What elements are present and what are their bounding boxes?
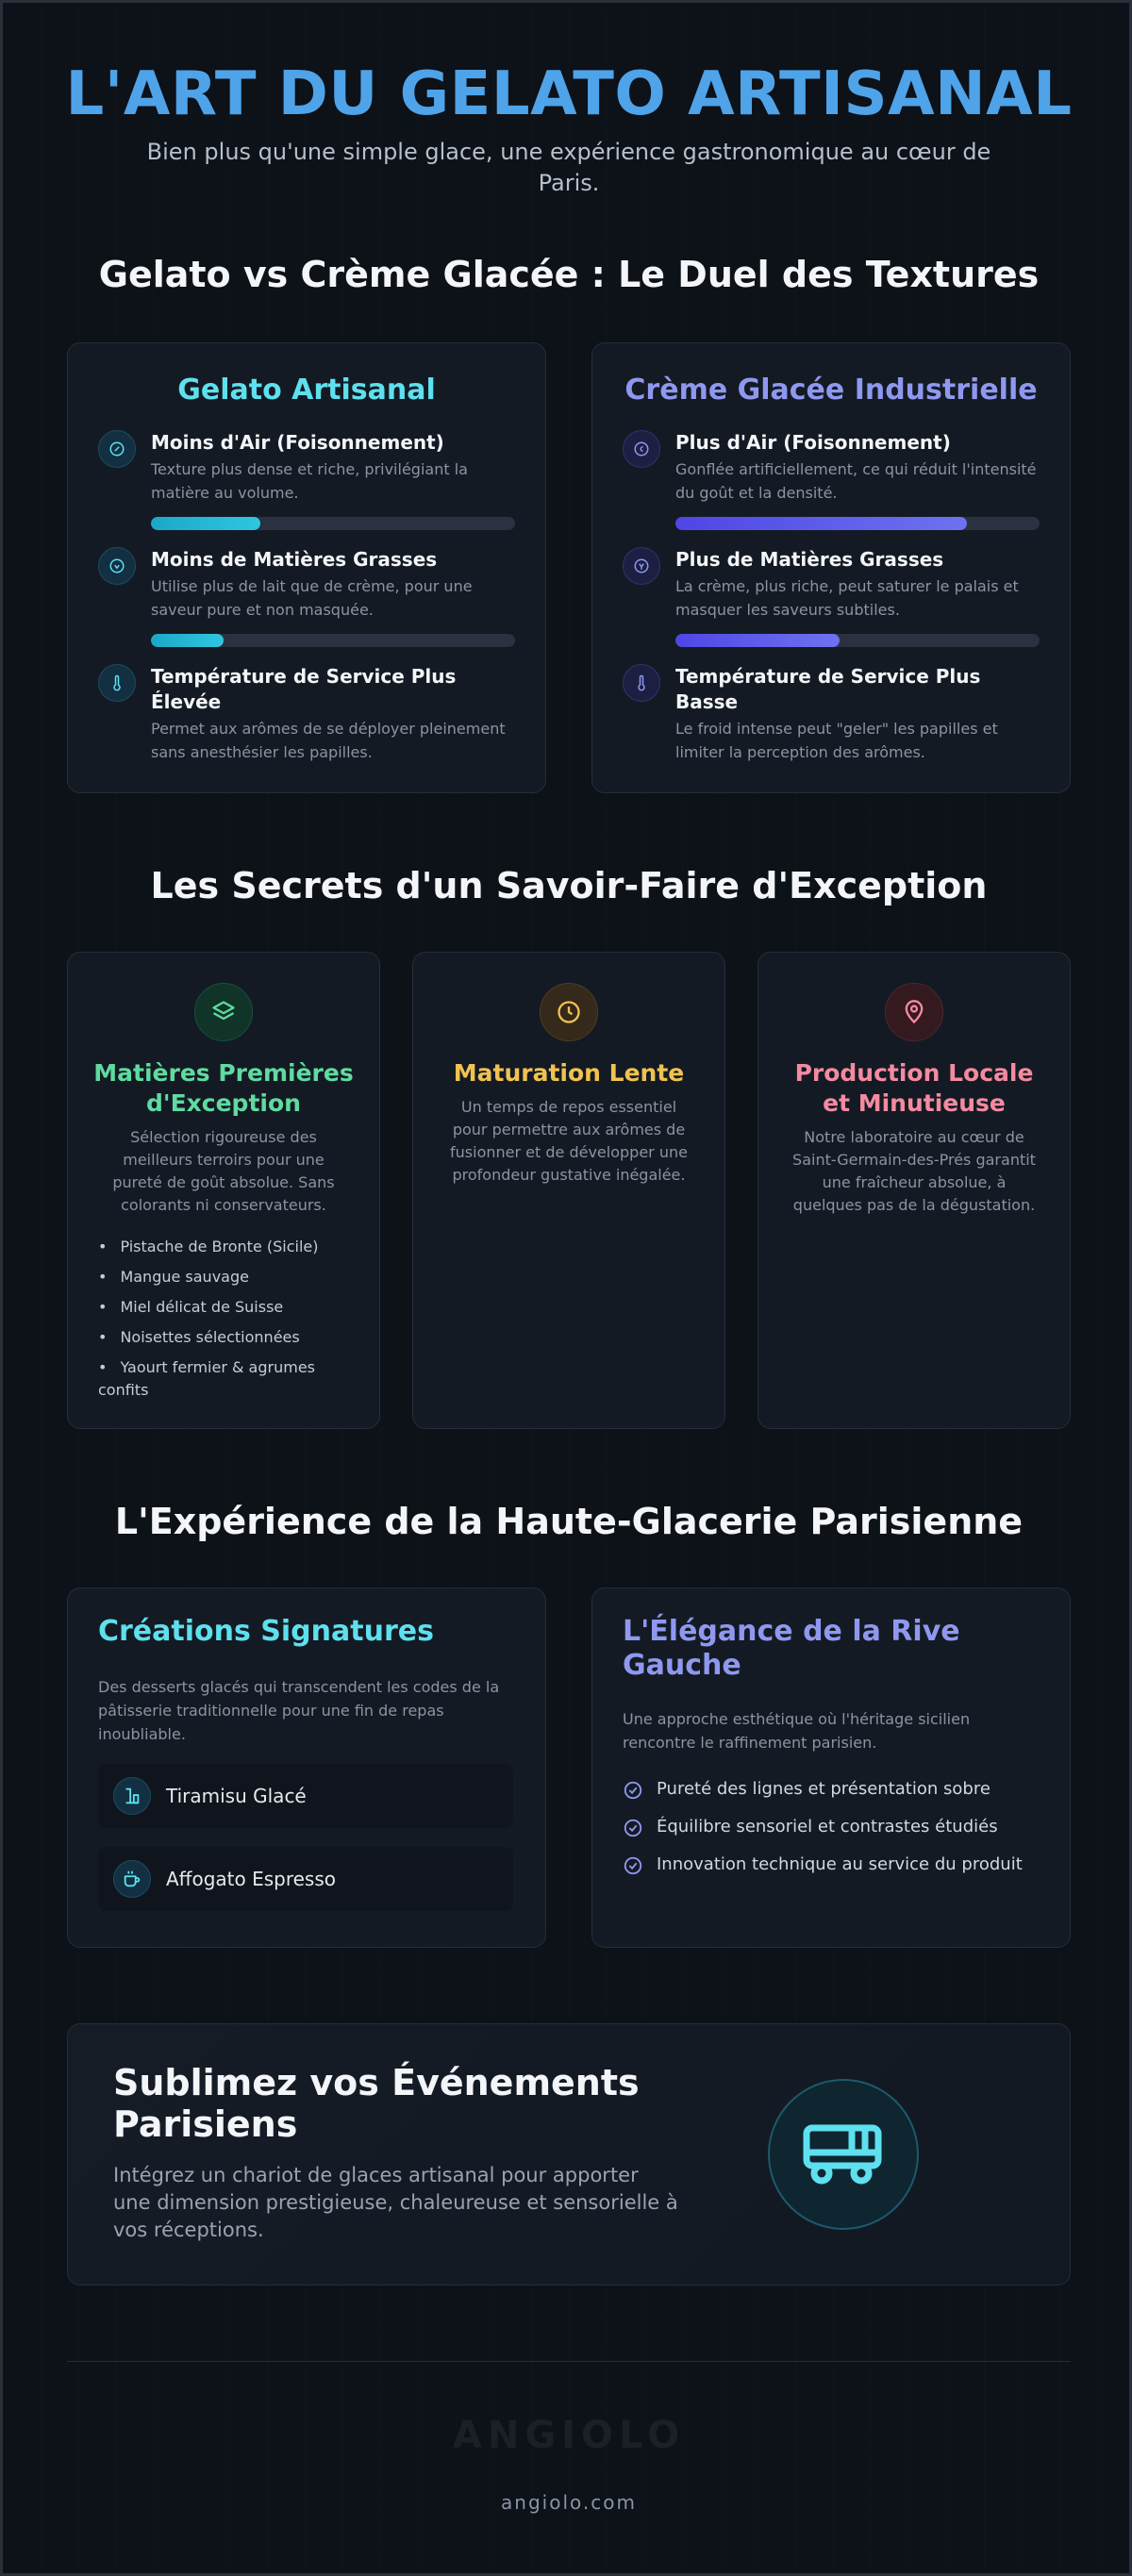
layers-icon: [194, 983, 253, 1041]
coffee-cup-icon: [113, 1860, 151, 1898]
cart-truck-icon: [768, 2079, 919, 2230]
elegance-title: L'Élégance de la Rive Gauche: [623, 1615, 960, 1682]
creme-item-desc: Le froid intense peut "geler" les papilles et limiter la perception des arômes.: [675, 720, 998, 761]
elegance-item: [623, 1815, 1051, 1841]
wind-icon: [623, 430, 660, 468]
feather-icon: [98, 430, 136, 468]
elegance-item-label: Pureté des lignes et présentation sobre: [657, 1779, 990, 1799]
secrets-section-title: Les Secrets d'un Savoir-Faire d'Exception: [150, 865, 988, 906]
signature-item-tiramisu: [98, 1764, 513, 1828]
droplet-icon: [623, 547, 660, 585]
list-item: • Pistache de Bronte (Sicile): [98, 1236, 351, 1258]
elegance-item-label: Innovation technique au service du produit: [657, 1854, 1023, 1874]
list-item: • Mangue sauvage: [98, 1266, 351, 1288]
thermometer-icon: [623, 664, 660, 702]
creme-item-desc: La crème, plus riche, peut saturer le palais et masquer les saveurs subtiles.: [675, 577, 1019, 619]
creme-air-bar-fill: [675, 517, 967, 530]
creme-item-desc: Gonflée artificiellement, ce qui réduit l'intensité du goût et la densité.: [675, 460, 1037, 502]
gelato-item-desc: Permet aux arômes de se déployer pleinement sans anesthésier les papilles.: [151, 720, 506, 761]
creme-item-heading: Plus de Matières Grasses: [675, 548, 944, 571]
signatures-desc: Des desserts glacés qui transcendent les codes de la pâtisserie traditionnelle pour une fin de repas inoubliable.: [98, 1678, 500, 1743]
creme-item-heading: Plus d'Air (Foisonnement): [675, 431, 951, 454]
signatures-card: [67, 1587, 546, 1948]
ingredients-list: [98, 1236, 351, 1409]
check-circle-icon: [623, 1780, 643, 1801]
list-item: • Yaourt fermier & agrumes confits: [98, 1356, 351, 1402]
gelato-air-bar: [151, 517, 515, 530]
thermometer-icon: [98, 664, 136, 702]
page-title: L'ART DU GELATO ARTISANAL: [65, 59, 1073, 129]
check-circle-icon: [623, 1855, 643, 1876]
droplet-icon: [98, 547, 136, 585]
gelato-item-desc: Utilise plus de lait que de crème, pour une saveur pure et non masquée.: [151, 577, 473, 619]
list-item: • Noisettes sélectionnées: [98, 1326, 351, 1349]
creme-item-heading: Température de Service Plus Basse: [675, 665, 981, 713]
secret-card-desc: Notre laboratoire au cœur de Saint-Germain-des-Prés garantit une fraîcheur absolue, à quelques pas de la dégustation.: [792, 1128, 1036, 1214]
signature-item-label: Affogato Espresso: [166, 1868, 336, 1890]
events-cta-card: [67, 2023, 1071, 2285]
secret-card-title: Matières Premières d'Exception: [93, 1059, 354, 1117]
secret-card-title: Maturation Lente: [453, 1059, 685, 1087]
gelato-item-heading: Moins de Matières Grasses: [151, 548, 438, 571]
secret-card-desc: Sélection rigoureuse des meilleurs terroirs pour une pureté de goût absolue. Sans colorants ni conservateurs.: [112, 1128, 335, 1214]
creme-fat-bar: [675, 634, 1040, 647]
signature-item-label: Tiramisu Glacé: [166, 1785, 307, 1807]
elegance-item-label: Équilibre sensoriel et contrastes étudiés: [657, 1817, 998, 1836]
creme-fat-bar-fill: [675, 634, 840, 647]
footer-website-link[interactable]: angiolo.com: [501, 2491, 637, 2514]
signatures-title: Créations Signatures: [98, 1615, 434, 1648]
cta-title: Sublimez vos Événements Parisiens: [113, 2062, 640, 2145]
creme-glacee-card: [591, 342, 1071, 793]
gelato-item-heading: Moins d'Air (Foisonnement): [151, 431, 444, 454]
secret-card-desc: Un temps de repos essentiel pour permettre aux arômes de fusionner et de développer une profondeur gustative inégalée.: [450, 1098, 688, 1184]
secret-card-ingredients: [67, 952, 380, 1429]
elegance-item: [623, 1853, 1051, 1879]
secret-card-title: Production Locale et Minutieuse: [794, 1059, 1034, 1117]
page-subtitle: Bien plus qu'une simple glace, une expérience gastronomique au cœur de Paris.: [146, 139, 991, 196]
creme-card-title: Crème Glacée Industrielle: [624, 374, 1038, 407]
elegance-item: [623, 1777, 1051, 1803]
elegance-desc: Une approche esthétique où l'héritage sicilien rencontre le raffinement parisien.: [623, 1710, 971, 1752]
gelato-air-bar-fill: [151, 517, 260, 530]
list-item: • Miel délicat de Suisse: [98, 1296, 351, 1319]
elegance-card: [591, 1587, 1071, 1948]
experience-section-title: L'Expérience de la Haute-Glacerie Parisienne: [114, 1501, 1024, 1542]
clock-icon: [540, 983, 598, 1041]
gelato-item-desc: Texture plus dense et riche, privilégiant la matière au volume.: [151, 460, 468, 502]
gelato-card: [67, 342, 546, 793]
secret-card-maturation: [412, 952, 725, 1429]
gelato-item-heading: Température de Service Plus Élevée: [151, 665, 457, 713]
signature-item-affogato: [98, 1847, 513, 1911]
creme-air-bar: [675, 517, 1040, 530]
secret-card-production: [757, 952, 1071, 1429]
gelato-card-title: Gelato Artisanal: [177, 374, 436, 407]
gelato-fat-bar-fill: [151, 634, 224, 647]
glass-icon: [113, 1777, 151, 1815]
map-pin-icon: [885, 983, 943, 1041]
check-circle-icon: [623, 1818, 643, 1838]
comparison-section-title: Gelato vs Crème Glacée : Le Duel des Textures: [98, 254, 1040, 295]
gelato-fat-bar: [151, 634, 515, 647]
footer-divider: [67, 2361, 1071, 2362]
footer-logo: ANGIOLO: [452, 2414, 686, 2457]
cta-desc: Intégrez un chariot de glaces artisanal pour apporter une dimension prestigieuse, chaleureuse et sensorielle à vos réceptions.: [113, 2164, 678, 2241]
